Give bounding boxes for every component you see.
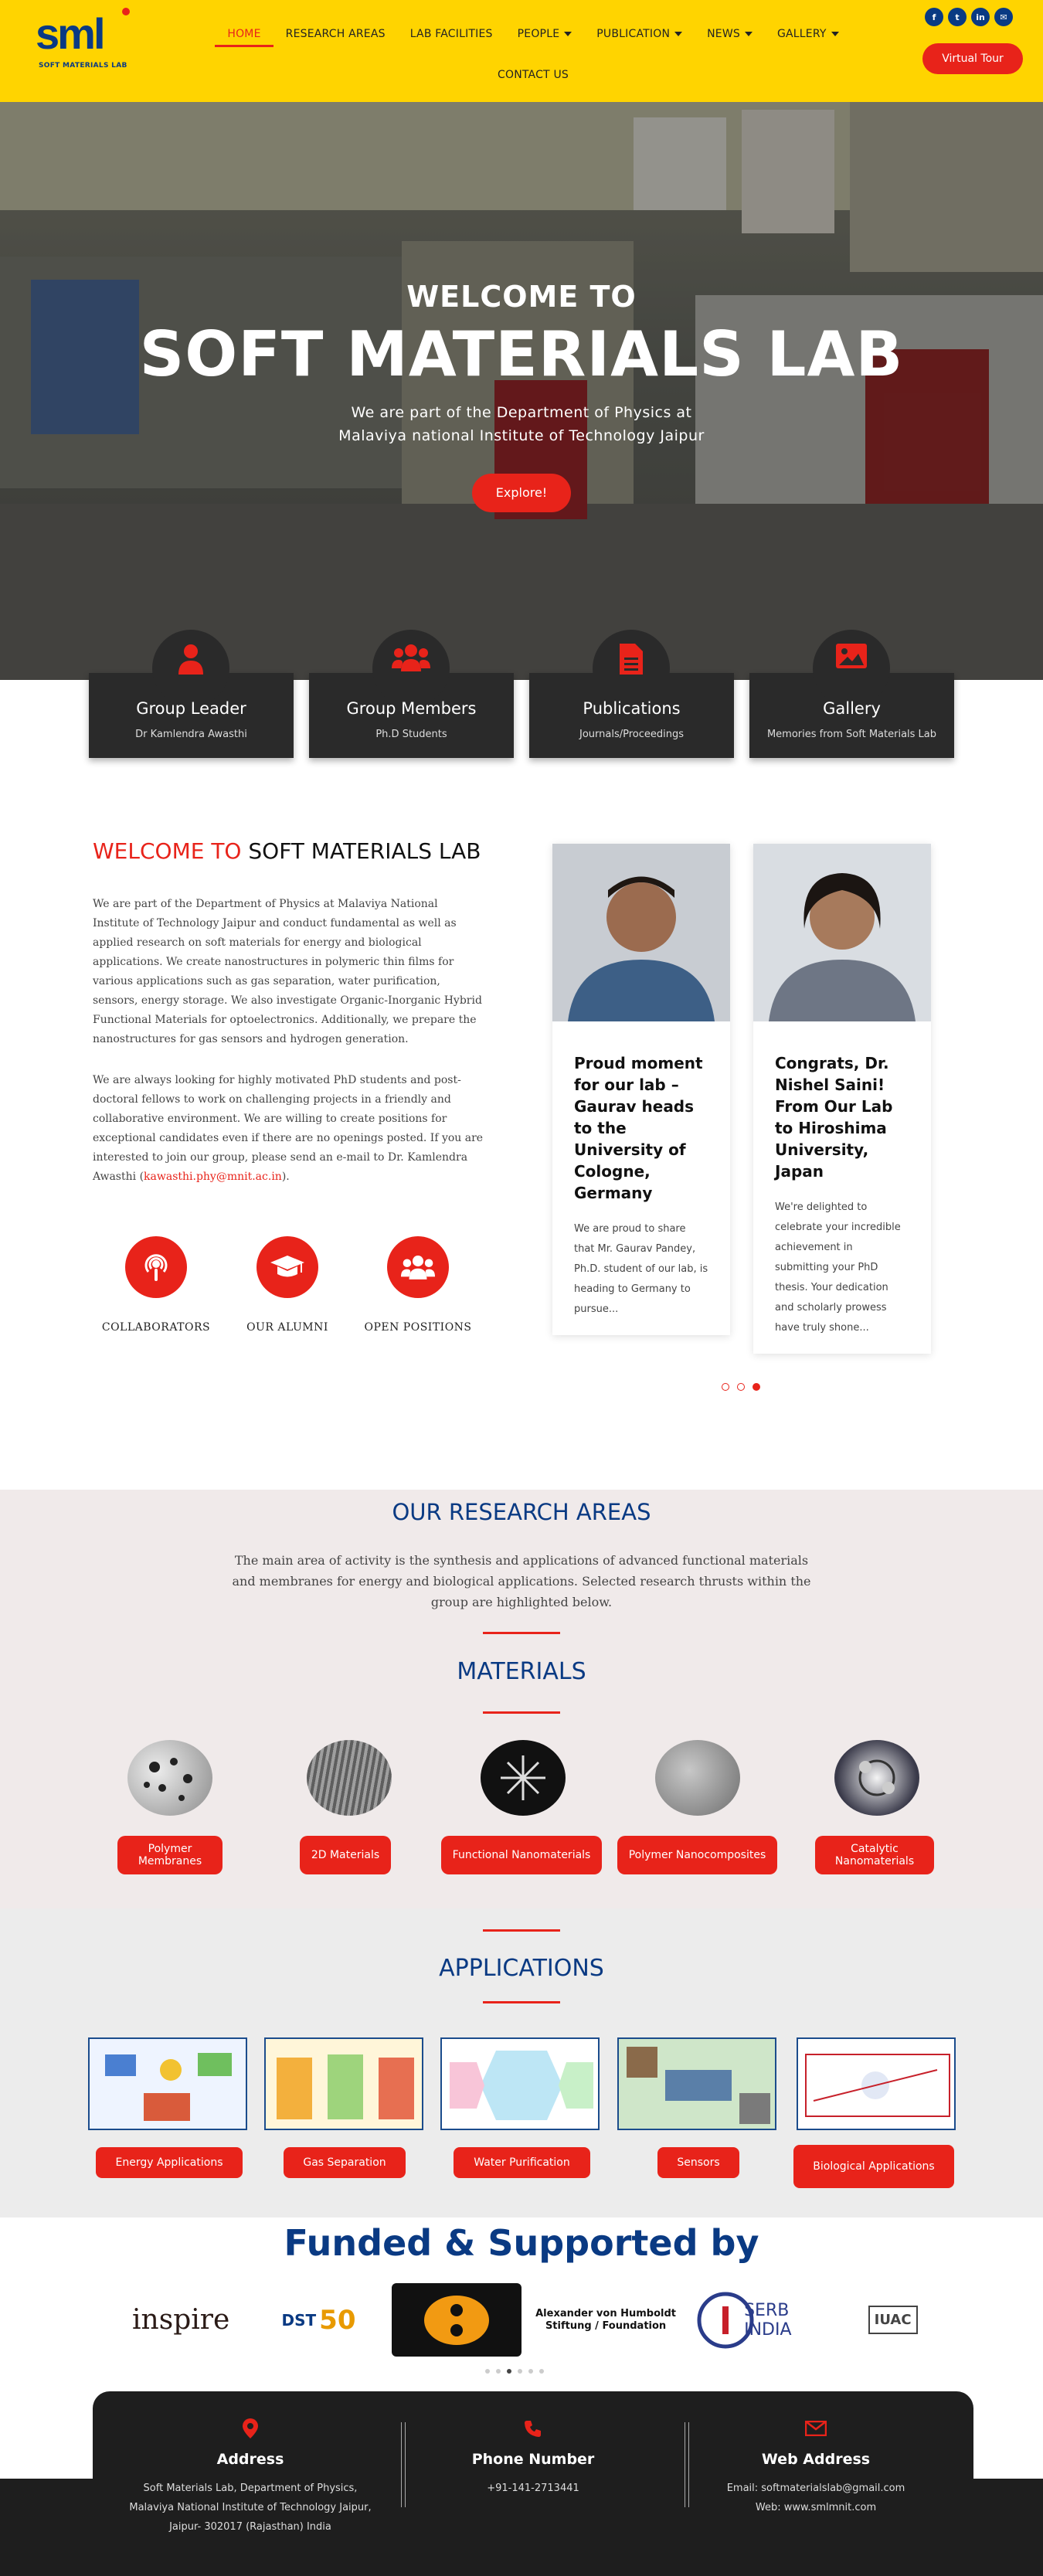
- podcast-icon[interactable]: [125, 1236, 187, 1298]
- iuac-logo[interactable]: IUAC: [843, 2283, 943, 2357]
- functional-nanomaterials-image: [477, 1740, 562, 1817]
- news-excerpt: We're delighted to celebrate your incredible achievement in submitting your PhD thesis. Your dedication and scholarly prowess have truly shone...: [775, 1201, 901, 1334]
- card-title: Group Members: [346, 699, 477, 718]
- feature-cards: [89, 630, 954, 761]
- card-group-leader[interactable]: [89, 673, 294, 758]
- card-title: Gallery: [823, 699, 881, 718]
- envelope-icon: [805, 2421, 827, 2436]
- footer-address: [111, 2391, 389, 2537]
- logo-carousel-dots: [485, 2369, 544, 2374]
- news-title[interactable]: Proud moment for our lab – Gaurav heads to the University of Cologne, Germany: [574, 1054, 703, 1202]
- inspire-logo[interactable]: inspire: [116, 2283, 246, 2357]
- polymer-nanocomposites-image: [651, 1740, 736, 1817]
- explore-button[interactable]: Explore!: [472, 474, 571, 512]
- card-group-members[interactable]: [309, 673, 514, 758]
- card-subtitle: Journals/Proceedings: [579, 729, 684, 740]
- document-icon: [593, 630, 670, 707]
- web-title: Web Address: [761, 2451, 871, 2468]
- news-card[interactable]: [552, 844, 730, 1335]
- logo-subtitle: SOFT MATERIALS LAB: [39, 62, 127, 70]
- research-heading: OUR RESEARCH AREAS: [392, 1499, 651, 1525]
- chevron-down-icon: [745, 32, 753, 36]
- logo-dot: [122, 8, 130, 15]
- card-subtitle: Ph.D Students: [375, 729, 447, 740]
- social-links: [925, 8, 1013, 26]
- catalytic-nanomaterials-image: [831, 1740, 916, 1817]
- gas-separation-button[interactable]: Gas Separation: [284, 2147, 406, 2178]
- sponsor-logos: [116, 2283, 943, 2357]
- functional-nanomaterials-button[interactable]: Functional Nanomaterials: [441, 1836, 602, 1874]
- polymer-membranes-image: [124, 1740, 209, 1817]
- graduation-cap-icon[interactable]: [257, 1236, 318, 1298]
- serb-logo[interactable]: SERB INDIA: [690, 2283, 835, 2357]
- about-paragraph-1: We are part of the Department of Physics at Malaviya National Institute of Technology Jaipur and conduct fundamental as well as applied research on soft materials for energy and biological applications. We create nanostructures in polymeric thin films for various applications such as gas separation, water purification, sensors, energy storage. We also investigate Organic-Inorganic Hybrid Functional Materials for optoelectronics. Additionally, we prepare the nanostructures for gas sensors and hydrogen generation.: [93, 898, 482, 1045]
- about-heading: WELCOME TO SOFT MATERIALS LAB: [93, 838, 481, 864]
- linkedin-icon[interactable]: in: [971, 8, 990, 26]
- biological-applications-image: [797, 2037, 956, 2130]
- carousel-dot[interactable]: [528, 2369, 533, 2374]
- divider: [483, 1711, 560, 1714]
- open-positions-link[interactable]: OPEN POSITIONS: [364, 1321, 472, 1334]
- polymer-nanocomposites-button[interactable]: Polymer Nanocomposites: [617, 1836, 777, 1874]
- user-icon: [152, 630, 229, 707]
- carousel-dot[interactable]: [737, 1383, 745, 1391]
- 2d-materials-image: [303, 1740, 388, 1817]
- virtual-tour-button[interactable]: Virtual Tour: [922, 43, 1023, 74]
- hero-title: SOFT MATERIALS LAB: [139, 318, 904, 390]
- carousel-dots: [722, 1383, 760, 1391]
- humboldt-logo[interactable]: Alexander von Humboldt Stiftung / Foundation: [529, 2283, 682, 2357]
- nav-gallery[interactable]: GALLERY: [765, 23, 851, 47]
- users-icon: [372, 630, 450, 707]
- carousel-dot[interactable]: [539, 2369, 544, 2374]
- facebook-icon[interactable]: f: [925, 8, 943, 26]
- phone-number[interactable]: +91-141-2713441: [487, 2483, 579, 2494]
- nav-publication[interactable]: PUBLICATION: [584, 23, 695, 47]
- card-subtitle: Memories from Soft Materials Lab: [766, 729, 937, 740]
- main-nav: [193, 23, 873, 86]
- carousel-dot[interactable]: [485, 2369, 490, 2374]
- hero-content: [0, 280, 1043, 512]
- nav-contact-us[interactable]: CONTACT US: [498, 69, 569, 81]
- contact-email-link[interactable]: kawasthi.phy@mnit.ac.in: [144, 1171, 282, 1183]
- gas-separation-image: [264, 2037, 423, 2130]
- carousel-dot-active[interactable]: [753, 1383, 760, 1391]
- research-intro: The main area of activity is the synthesis and applications of advanced functional materials and membranes for energy and biological applications. Selected research thrusts within the group are highlighted below.: [232, 1553, 811, 1609]
- polymer-membranes-button[interactable]: Polymer Membranes: [117, 1836, 223, 1874]
- about-paragraph-2: We are always looking for highly motivated PhD students and post-doctoral fellows to work on challenging projects in a friendly and collaborative environment. We are willing to create positions for exceptional candidates even if there are no openings posted. If you are interested to join our group, please send an e-mail to Dr. Kamlendra Awasthi (kawasthi.phy@mnit.ac.in).: [93, 1074, 484, 1183]
- phone-icon: [524, 2419, 542, 2438]
- address-text: Soft Materials Lab, Department of Physics, Malaviya National Institute of Technology Jaipur, Jaipur- 302017 (Rajasthan) India: [129, 2483, 372, 2533]
- nav-people[interactable]: PEOPLE: [505, 23, 585, 47]
- hero-line-2: Malaviya national Institute of Technology Jaipur: [338, 427, 705, 444]
- carousel-dot[interactable]: [496, 2369, 501, 2374]
- dst-logo[interactable]: DST 50: [253, 2283, 383, 2357]
- materials-heading: MATERIALS: [457, 1658, 586, 1685]
- chevron-down-icon: [674, 32, 682, 36]
- nav-news[interactable]: NEWS: [695, 23, 765, 47]
- catalytic-nanomaterials-button[interactable]: Catalytic Nanomaterials: [815, 1836, 934, 1874]
- chevron-down-icon: [564, 32, 572, 36]
- nav-home[interactable]: HOME: [215, 23, 273, 47]
- divider: [483, 2001, 560, 2003]
- nav-lab-facilities[interactable]: LAB FACILITIES: [409, 28, 493, 40]
- hero-line-1: We are part of the Department of Physics at: [351, 404, 692, 421]
- chevron-down-icon: [831, 32, 839, 36]
- news-excerpt: We are proud to share that Mr. Gaurav Pandey, Ph.D. student of our lab, is heading to Germany to pursue...: [574, 1223, 708, 1315]
- news-title[interactable]: Congrats, Dr. Nishel Saini! From Our Lab to Hiroshima University, Japan: [775, 1054, 893, 1181]
- carousel-dot[interactable]: [722, 1383, 729, 1391]
- sensors-button[interactable]: Sensors: [657, 2147, 739, 2178]
- footer-web: [677, 2391, 955, 2517]
- carousel-dot-active[interactable]: [507, 2369, 511, 2374]
- site-header: [0, 0, 1043, 102]
- dept-logo[interactable]: [392, 2283, 522, 2357]
- news-photo: [753, 844, 931, 1021]
- web-address[interactable]: Web: www.smlmnit.com: [755, 2502, 877, 2513]
- energy-applications-image: [88, 2037, 247, 2130]
- card-gallery[interactable]: [749, 673, 954, 758]
- footer-phone: [394, 2391, 672, 2498]
- address-title: Address: [216, 2451, 284, 2468]
- sensors-image: [617, 2037, 776, 2130]
- card-subtitle: Dr Kamlendra Awasthi: [135, 729, 247, 740]
- nav-research-areas[interactable]: RESEARCH AREAS: [285, 28, 386, 40]
- site-logo[interactable]: [36, 8, 136, 77]
- carousel-dot[interactable]: [518, 2369, 522, 2374]
- news-card[interactable]: [753, 844, 931, 1354]
- phone-title: Phone Number: [471, 2451, 595, 2468]
- hero-banner: [0, 102, 1043, 680]
- divider: [483, 1632, 560, 1634]
- divider: [483, 1929, 560, 1932]
- users-icon[interactable]: [387, 1236, 449, 1298]
- contact-footer: [93, 2391, 973, 2576]
- card-title: Publications: [583, 699, 681, 718]
- funded-heading: Funded & Supported by: [284, 2222, 759, 2264]
- biological-applications-button[interactable]: Biological Applications: [793, 2145, 954, 2188]
- hero-welcome: WELCOME TO: [406, 280, 637, 314]
- card-publications[interactable]: [529, 673, 734, 758]
- email-icon[interactable]: ✉: [994, 8, 1013, 26]
- alumni-link[interactable]: OUR ALUMNI: [246, 1321, 328, 1334]
- news-photo: [552, 844, 730, 1021]
- water-purification-image: [440, 2037, 600, 2130]
- logo-mark: sml: [36, 9, 104, 58]
- twitter-icon[interactable]: t: [948, 8, 967, 26]
- 2d-materials-button[interactable]: 2D Materials: [300, 1836, 391, 1874]
- collaborators-link[interactable]: COLLABORATORS: [101, 1321, 211, 1334]
- map-marker-icon: [243, 2418, 258, 2438]
- energy-applications-button[interactable]: Energy Applications: [96, 2147, 243, 2178]
- water-purification-button[interactable]: Water Purification: [454, 2147, 590, 2178]
- email-address[interactable]: Email: softmaterialslab@gmail.com: [726, 2483, 905, 2494]
- applications-heading: APPLICATIONS: [439, 1955, 604, 1982]
- image-icon: [813, 630, 890, 707]
- card-title: Group Leader: [136, 699, 246, 718]
